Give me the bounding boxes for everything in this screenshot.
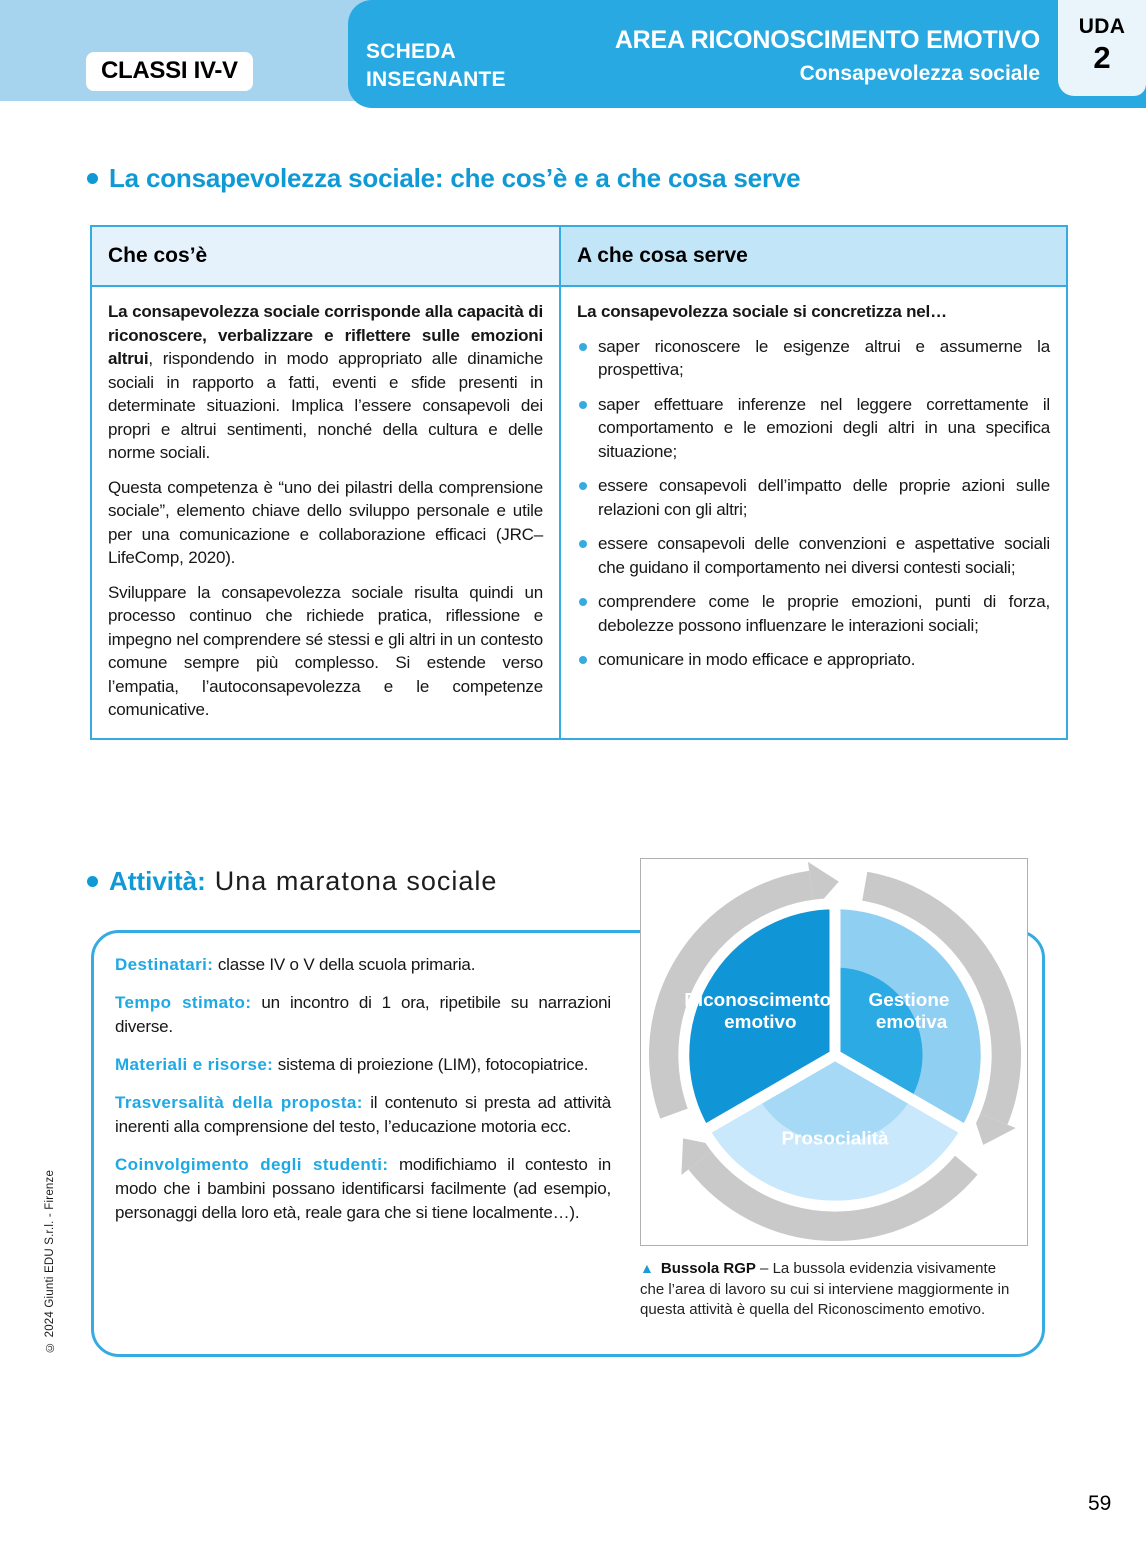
uda-label: UDA: [1078, 15, 1126, 38]
activity-item-label: Coinvolgimento degli studenti:: [115, 1155, 389, 1174]
bullet-dot-icon: [579, 656, 587, 664]
wheel-label-riconoscimento: Riconoscimento emotivo: [684, 990, 832, 1034]
bullet-item: [577, 590, 1050, 637]
section2-title: [87, 866, 497, 897]
activity-item-label: Materiali e risorse:: [115, 1055, 274, 1074]
bullet-dot-icon: [579, 540, 587, 548]
table-header-what: Che cos’è: [92, 227, 561, 287]
wheel-label-prosocialita: Prosocialità: [781, 1128, 889, 1150]
title-bullet-icon: [87, 173, 98, 184]
activity-item-label: Trasversalità della proposta:: [115, 1093, 363, 1112]
bullet-item: [577, 393, 1050, 464]
activity-item: Coinvolgimento degli studenti: modifichiamo il contesto in modo che i bambini possano identificarsi facilmente (ad esempio, personaggi della loro età, reale gara che si tiene localmente…).: [115, 1155, 611, 1222]
uda-tab: [1058, 0, 1146, 96]
sheet-type-line1: SCHEDA: [366, 40, 456, 63]
uda-number: 2: [1093, 40, 1111, 75]
bullet-item: [577, 474, 1050, 521]
bullet-item: [577, 532, 1050, 579]
bullet-text: saper effettuare inferenze nel leggere correttamente il comportamento e le emozioni degli altri in una specifica situazione;: [598, 394, 1050, 461]
table-col1-paragraphs: [92, 287, 561, 738]
rgp-compass-figure: [640, 858, 1028, 1246]
bullet-dot-icon: [579, 343, 587, 351]
bullet-text: saper riconoscere le esigenze altrui e assumerne la prospettiva;: [598, 336, 1050, 379]
area-subtitle: Consapevolezza sociale: [799, 62, 1040, 85]
section1-title-text: La consapevolezza sociale: che cos’è e a che cosa serve: [109, 163, 801, 193]
page-number: 59: [1088, 1492, 1112, 1515]
figure-caption: [640, 1258, 1018, 1321]
section1-title: [87, 163, 800, 194]
caption-title: Bussola RGP: [660, 1260, 756, 1277]
activity-item-label: Destinatari:: [115, 955, 214, 974]
activity-item: Trasversalità della proposta: il contenuto si presta ad attività inerenti alla comprensione del testo, l’educazione motoria ecc.: [115, 1093, 612, 1136]
bullet-text: comunicare in modo efficace e appropriato.: [598, 650, 916, 669]
bullet-text: comprendere come le proprie emozioni, punti di forza, debolezze possono influenzare le interazioni sociali;: [598, 592, 1050, 635]
caption-triangle-icon: ▲: [640, 1260, 654, 1276]
copyright-vertical-text: © 2024 Giunti EDU S.r.l. - Firenze: [44, 1169, 56, 1353]
title-bullet-icon: [87, 876, 98, 887]
definition-table: [90, 225, 1068, 740]
table-col2-cell: [561, 287, 1066, 738]
activity-title-label: Attività:: [109, 866, 206, 896]
classes-badge: CLASSI IV-V: [86, 52, 253, 91]
paragraph-lead: La consapevolezza sociale corrisponde alla capacità di riconoscere, verbalizzare e riflettere sulle emozioni altrui: [108, 302, 543, 368]
wheel-label-gestione: Gestione emotiva: [868, 990, 950, 1034]
area-heading: [615, 26, 1040, 86]
activity-item: Materiali e risorse: sistema di proiezione (LIM), fotocopiatrice.: [115, 1055, 589, 1074]
bullet-dot-icon: [579, 482, 587, 490]
table-col2-bullets: [577, 335, 1050, 672]
bullet-text: essere consapevoli dell’impatto delle proprie azioni sulle relazioni con gli altri;: [598, 476, 1050, 519]
activity-item: Destinatari: classe IV o V della scuola primaria.: [115, 955, 476, 974]
paragraph: Questa competenza è “uno dei pilastri della comprensione sociale”, elemento chiave dello sviluppo personale e utile per una comunicazione e collaborazione efficaci (JRC–LifeComp, 2020).: [108, 477, 543, 567]
activity-item: Tempo stimato: un incontro di 1 ora, ripetibile su narrazioni diverse.: [115, 993, 612, 1036]
paragraph: Sviluppare la consapevolezza sociale risulta quindi un processo continuo che richiede pratica, riflessione e impegno nel comprendere sé stessi e gli altri in un contesto comune sempre più complesso. Si estende verso l’empatia, l’autoconsapevolezza e le competenze comunicative.: [108, 582, 543, 719]
activity-item-label: Tempo stimato:: [115, 993, 252, 1012]
activity-title-text: Una maratona sociale: [214, 866, 498, 896]
area-title: AREA RICONOSCIMENTO EMOTIVO: [614, 26, 1040, 54]
sheet-type-label: [366, 38, 506, 94]
bullet-dot-icon: [579, 598, 587, 606]
caption-text: – La bussola evidenzia visivamente che l’area di lavoro su cui si interviene maggiormente in questa attività è quella del Riconoscimento emotivo.: [640, 1260, 1010, 1318]
rgp-wheel-diagram: [641, 859, 1027, 1245]
bullet-item: [577, 335, 1050, 382]
bullet-dot-icon: [579, 401, 587, 409]
paragraph: La consapevolezza sociale corrisponde alla capacità di riconoscere, verbalizzare e riflettere sulle emozioni altrui, rispondendo in modo appropriato alle dinamiche sociali in rapporto a fatti, eventi e sfide presenti in determinate situazioni. Implica l’essere consapevoli dei propri e altrui sentimenti, nonché della cultura e delle norme sociali.: [108, 302, 543, 462]
table-header-purpose: A che cosa serve: [561, 227, 1066, 287]
sheet-type-line2: INSEGNANTE: [366, 68, 506, 91]
bullet-item: [577, 648, 1050, 672]
bullet-text: essere consapevoli delle convenzioni e aspettative sociali che guidano il comportamento nei diversi contesti sociali;: [598, 534, 1050, 577]
table-col2-intro: La consapevolezza sociale si concretizza nel…: [577, 302, 947, 321]
activity-items: [115, 953, 611, 1239]
